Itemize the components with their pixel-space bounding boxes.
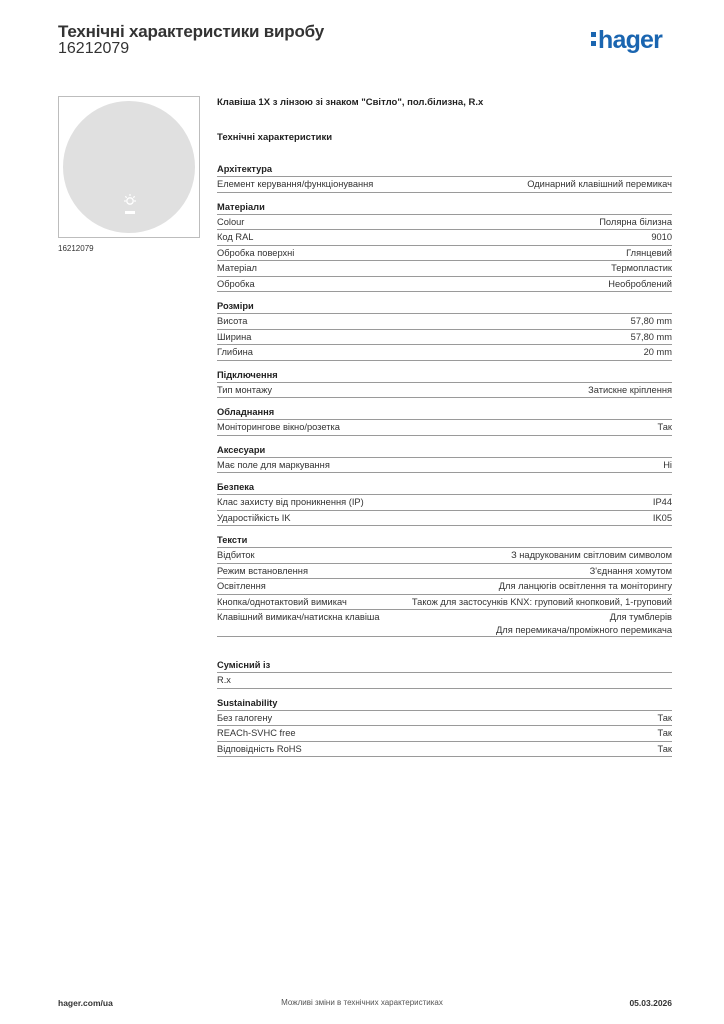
spec-label: Colour xyxy=(217,216,245,227)
spec-group-texts xyxy=(217,534,672,637)
product-name: Клавіша 1X з лінзою зі знаком "Світло", пол.білизна, R.x xyxy=(217,97,484,108)
spec-value: Так xyxy=(657,712,672,723)
hager-logo xyxy=(591,28,662,53)
spec-row xyxy=(217,383,672,399)
spacer xyxy=(217,645,672,659)
spec-group-sustainability xyxy=(217,697,672,758)
spec-label: Освітлення xyxy=(217,581,266,591)
spec-value: Необроблений xyxy=(608,278,672,289)
spec-row xyxy=(217,610,672,637)
spec-row xyxy=(217,458,672,474)
spec-value: 57,80 mm xyxy=(630,331,672,342)
spec-group-safety xyxy=(217,481,672,526)
spec-row xyxy=(217,314,672,330)
spec-row xyxy=(217,495,672,511)
spec-row xyxy=(217,261,672,277)
spec-row xyxy=(217,711,672,727)
spec-row xyxy=(217,215,672,231)
light-bulb-icon xyxy=(122,193,138,215)
spec-row xyxy=(217,330,672,346)
spec-group-materials xyxy=(217,201,672,293)
spec-label: Елемент керування/функціонування xyxy=(217,179,374,189)
spec-label: Режим встановлення xyxy=(217,565,308,576)
spec-label: Клавішний вимикач/натискна клавіша xyxy=(217,612,380,622)
spec-row xyxy=(217,230,672,246)
spec-label: Відбиток xyxy=(217,550,255,560)
spec-value: 9010 xyxy=(651,232,672,242)
spec-value: Також для застосунків KNX: груповий кнопковий, 1-груповий xyxy=(411,596,672,607)
spec-group-connection xyxy=(217,369,672,399)
spec-value-line: Для перемикача/проміжного перемикача xyxy=(496,624,672,635)
spec-label: Без галогену xyxy=(217,712,273,723)
spec-label: Відповідність RoHS xyxy=(217,743,302,754)
spec-label: Обробка поверхні xyxy=(217,247,295,258)
spec-value: IP44 xyxy=(652,497,672,507)
group-title: Sustainability xyxy=(217,697,672,711)
spec-label: Клас захисту від проникнення (IP) xyxy=(217,497,364,507)
spec-label: Моніторингове вікно/розетка xyxy=(217,422,340,432)
logo-colon-mark xyxy=(591,32,597,50)
spec-row xyxy=(217,511,672,527)
group-title: Матеріали xyxy=(217,201,672,215)
spec-value-line: Для тумблерів xyxy=(609,612,672,622)
group-title: Сумісний із xyxy=(217,659,672,673)
footer-date: 05.03.2026 xyxy=(629,998,672,1008)
spec-label: REACh-SVHC free xyxy=(217,728,296,738)
footer-website[interactable]: hager.com/ua xyxy=(58,998,113,1008)
spec-row xyxy=(217,579,672,595)
rocker-disc xyxy=(63,101,195,233)
spec-value: 20 mm xyxy=(643,347,672,357)
spec-value: Термопластик xyxy=(611,263,672,273)
spec-group-equipment xyxy=(217,406,672,436)
spec-label: Код RAL xyxy=(217,232,254,242)
spec-group-dimensions xyxy=(217,300,672,361)
group-title: Аксесуари xyxy=(217,444,672,458)
spec-row xyxy=(217,277,672,293)
spec-sheet xyxy=(217,95,672,765)
spec-label: Матеріал xyxy=(217,263,257,273)
footer-notice: Можливі зміни в технічних характеристиках xyxy=(281,998,443,1007)
spec-value: Так xyxy=(657,422,672,432)
spec-label: Тип монтажу xyxy=(217,384,273,395)
spec-group-accessories xyxy=(217,444,672,474)
group-title: Архітектура xyxy=(217,163,672,177)
spec-value: Так xyxy=(657,728,672,738)
spec-label: Висота xyxy=(217,316,248,326)
spec-row xyxy=(217,595,672,611)
spec-row xyxy=(217,564,672,580)
spec-label: Кнопка/однотактовий вимикач xyxy=(217,596,347,607)
spec-value: Затискне кріплення xyxy=(588,384,672,395)
spec-value: IK05 xyxy=(652,512,672,523)
spec-value: 57,80 mm xyxy=(630,316,672,326)
spec-row xyxy=(217,726,672,742)
spec-label: Має поле для маркування xyxy=(217,459,330,470)
spec-label: Глибина xyxy=(217,347,253,357)
spec-row xyxy=(217,177,672,193)
group-title: Тексти xyxy=(217,534,672,548)
spec-row xyxy=(217,345,672,361)
spec-value: Глянцевий xyxy=(626,247,672,258)
spec-value: Ні xyxy=(663,459,672,470)
image-caption: 16212079 xyxy=(58,244,94,253)
group-title: Підключення xyxy=(217,369,672,383)
spec-row xyxy=(217,548,672,564)
spec-row xyxy=(217,673,672,689)
spec-group-architecture xyxy=(217,163,672,193)
spec-value xyxy=(496,610,672,636)
spec-label: Ширина xyxy=(217,331,252,342)
group-title: Обладнання xyxy=(217,406,672,420)
spec-label: Ударостійкість IK xyxy=(217,512,291,523)
spec-row xyxy=(217,246,672,262)
spec-heading: Технічні характеристики xyxy=(217,132,333,143)
page-title: Технічні характеристики виробу xyxy=(58,22,324,41)
spec-row xyxy=(217,420,672,436)
spec-value: Одинарний клавішний перемикач xyxy=(527,179,672,189)
spec-group-compatible xyxy=(217,659,672,689)
spec-value: З надрукованим світловим символом xyxy=(511,550,672,560)
spec-value: Полярна білизна xyxy=(599,216,672,227)
product-image xyxy=(58,96,200,238)
group-title: Безпека xyxy=(217,481,672,495)
spec-label: Обробка xyxy=(217,278,255,289)
spec-value: Так xyxy=(657,743,672,754)
spec-value: З'єднання хомутом xyxy=(589,565,672,576)
spec-value: Для ланцюгів освітлення та моніторингу xyxy=(498,581,672,591)
spec-label: R.x xyxy=(217,675,231,685)
spec-row xyxy=(217,742,672,758)
group-title: Розміри xyxy=(217,300,672,314)
product-code: 16212079 xyxy=(58,40,130,57)
logo-text: hager xyxy=(598,26,663,54)
